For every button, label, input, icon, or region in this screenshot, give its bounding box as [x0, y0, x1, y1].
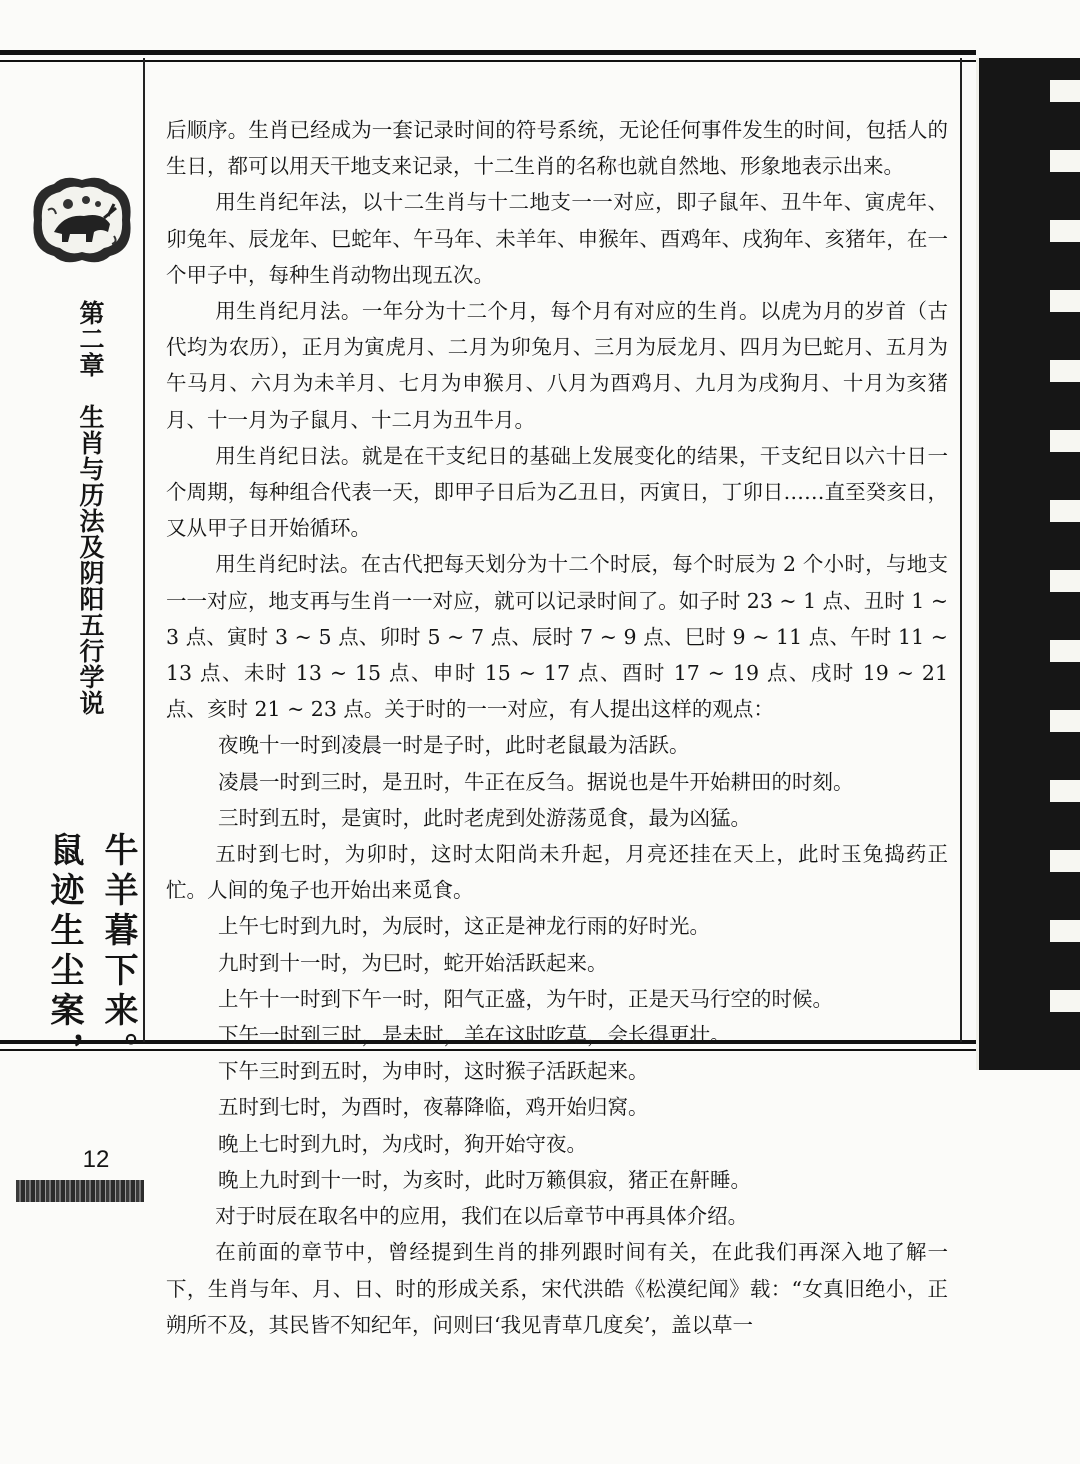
- hour-item: 五时到七时，为卯时，这时太阳尚未升起，月亮还挂在天上，此时玉兔捣药正忙。人间的兔子也开始出来觅食。: [166, 842, 948, 903]
- hour-item: 九时到十一时，为巳时，蛇开始活跃起来。: [218, 950, 608, 975]
- paragraph: 后顺序。生肖已经成为一套记录时间的符号系统，无论任何事件发生的时间，包括人的生日，都可以用天干地支来记录，十二生肖的名称也就自然地、形象地表示出来。: [166, 118, 948, 179]
- chapter-heading: [70, 300, 110, 716]
- hour-item: 下午一时到三时，是未时，羊在这时吃草，会长得更壮。: [218, 1023, 731, 1048]
- paragraph: 在前面的章节中，曾经提到生肖的排列跟时间有关，在此我们再深入地了解一下，生肖与年、月、日、时的形成关系，宋代洪皓《松漠纪闻》载：“女真旧绝小，正朔所不及，其民皆不知纪年，问则曰‘我见青草几度矣’，盖以草一: [166, 1240, 948, 1337]
- top-rule-thick: [0, 50, 976, 55]
- strip-notch: [1050, 780, 1080, 802]
- strip-notch: [1050, 990, 1080, 1012]
- hour-item: 三时到五时，是寅时，此时老虎到处游荡觅食，最为凶猛。: [218, 805, 751, 830]
- chapter-title: 生肖与历法及阴阳五行学说: [76, 404, 105, 716]
- strip-notch: [1050, 500, 1080, 522]
- paragraph: 用生肖纪月法。一年分为十二个月，每个月有对应的生肖。以虎为月的岁首（古代均为农历），正月为寅虎月、二月为卯兔月、三月为辰龙月、四月为巳蛇月、五月为午马月、六月为未羊月、七月为申猴月、八月为酉鸡月、九月为戌狗月、十月为亥猪月、十一月为子鼠月、十二月为丑牛月。: [166, 299, 948, 432]
- hour-item: 上午七时到九时，为辰时，这正是神龙行雨的好时光。: [218, 914, 710, 939]
- hour-item: 五时到七时，为酉时，夜幕降临，鸡开始归窝。: [218, 1095, 649, 1120]
- strip-notch: [1050, 360, 1080, 382]
- sidebar-divider: [143, 58, 145, 1042]
- scan-smudge: [16, 1180, 144, 1202]
- paragraph: 用生肖纪时法。在古代把每天划分为十二个时辰，每个时辰为 2 个小时，与地支一一对应，地支再与生肖一一对应，就可以记录时间了。如子时 23 ~ 1 点、丑时 1 ~ 3 点、寅时 3 ~ 5 点、卯时 5 ~ 7 点、辰时 7 ~ 9 点、巳时 9 ~ 11 点、午时 11 ~ 13 点、未时 13 ~ 15 点、申时 15 ~ 17 点、酉时 17 ~ 19 点、戌时 19 ~ 21 点、亥时 21 ~ 23 点。关于时的一一对应，有人提出这样的观点：: [166, 552, 948, 722]
- strip-notch: [1050, 290, 1080, 312]
- hour-item: 夜晚十一时到凌晨一时是子时，此时老鼠最为活跃。: [218, 733, 690, 758]
- top-rule-thin: [0, 60, 976, 62]
- strip-notch: [1050, 430, 1080, 452]
- hour-item: 上午十一时到下午一时，阳气正盛，为午时，正是天马行空的时候。: [218, 986, 833, 1011]
- right-frame-line: [960, 58, 962, 1042]
- paragraph: 用生肖纪年法，以十二生肖与十二地支一一对应，即子鼠年、丑牛年、寅虎年、卯兔年、辰龙年、巳蛇年、午马年、未羊年、申猴年、酉鸡年、戌狗年、亥猪年，在一个甲子中，每种生肖动物出现五次。: [166, 190, 948, 287]
- hour-item: 晚上七时到九时，为戌时，狗开始守夜。: [218, 1131, 587, 1156]
- hour-item: 晚上九时到十一时，为亥时，此时万籁俱寂，猪正在鼾睡。: [218, 1167, 751, 1192]
- strip-notch: [1050, 710, 1080, 732]
- hour-item: 下午三时到五时，为申时，这时猴子活跃起来。: [218, 1059, 649, 1084]
- poem-line-1: 牛羊暮下来。: [98, 832, 138, 1072]
- hour-item: 凌晨一时到三时，是丑时，牛正在反刍。据说也是牛开始耕田的时刻。: [218, 769, 854, 794]
- chapter-number: 第二章: [76, 300, 105, 378]
- strip-notch: [1050, 220, 1080, 242]
- strip-notch: [1050, 570, 1080, 592]
- strip-notch: [1050, 150, 1080, 172]
- decorative-side-strip: [976, 58, 1080, 1070]
- ox-emblem-icon: [24, 170, 140, 270]
- strip-notch: [1050, 640, 1080, 662]
- strip-notch: [1050, 920, 1080, 942]
- paragraph: 用生肖纪日法。就是在干支纪日的基础上发展变化的结果，干支纪日以六十日一个周期，每种组合代表一天，即甲子日后为乙丑日，丙寅日，丁卯日……直至癸亥日，又从甲子日开始循环。: [166, 443, 948, 541]
- strip-notch: [1050, 80, 1080, 102]
- body-text: [166, 112, 948, 1343]
- page-number: 12: [82, 1146, 110, 1173]
- poem-line-2: 鼠迹生尘案，: [44, 832, 84, 1072]
- strip-notch: [1050, 850, 1080, 872]
- paragraph: 对于时辰在取名中的应用，我们在以后章节中再具体介绍。: [215, 1204, 749, 1229]
- strip-edge-line: [976, 58, 979, 1070]
